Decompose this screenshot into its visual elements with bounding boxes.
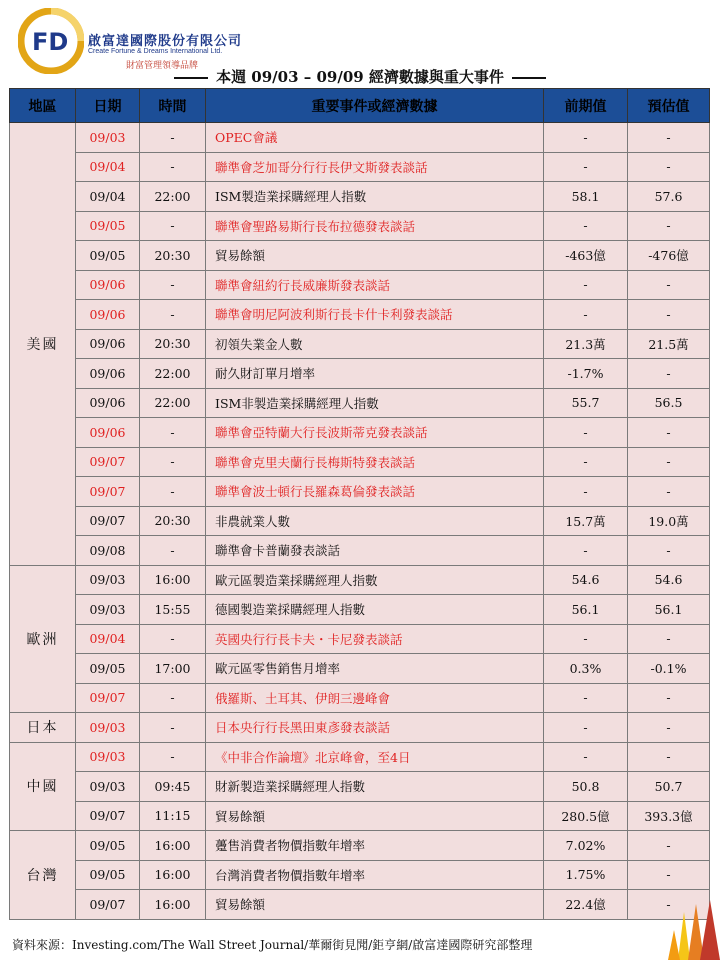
table-row — [10, 447, 710, 477]
previous-value-cell: 7.02% — [544, 831, 628, 861]
table-row — [10, 565, 710, 595]
header-date: 日期 — [76, 89, 140, 123]
estimate-value-cell: 393.3億 — [628, 801, 710, 831]
time-cell: - — [140, 742, 206, 772]
estimate-value-cell: - — [628, 742, 710, 772]
date-cell: 09/06 — [76, 418, 140, 448]
time-cell: 09:45 — [140, 772, 206, 802]
title-dash-right — [512, 77, 546, 79]
event-cell: 德國製造業採購經理人指數 — [206, 595, 544, 625]
previous-value-cell: 0.3% — [544, 654, 628, 684]
event-cell: 貿易餘額 — [206, 241, 544, 271]
company-name-en: Create Fortune & Dreams International Ltd. — [88, 48, 223, 55]
previous-value-cell: 21.3萬 — [544, 329, 628, 359]
region-cell: 台灣 — [10, 831, 76, 920]
time-cell: - — [140, 624, 206, 654]
table-row — [10, 211, 710, 241]
date-cell: 09/07 — [76, 890, 140, 920]
table-row — [10, 418, 710, 448]
date-cell: 09/03 — [76, 565, 140, 595]
event-cell: 聯準會明尼阿波利斯行長卡什卡利發表談話 — [206, 300, 544, 330]
time-cell: 11:15 — [140, 801, 206, 831]
previous-value-cell: - — [544, 300, 628, 330]
time-cell: - — [140, 418, 206, 448]
table-row — [10, 654, 710, 684]
header-time: 時間 — [140, 89, 206, 123]
time-cell: - — [140, 683, 206, 713]
estimate-value-cell: 19.0萬 — [628, 506, 710, 536]
date-cell: 09/04 — [76, 624, 140, 654]
events-table — [9, 88, 710, 920]
event-cell: 聯準會紐約行長威廉斯發表談話 — [206, 270, 544, 300]
date-cell: 09/05 — [76, 654, 140, 684]
date-cell: 09/06 — [76, 300, 140, 330]
svg-text:FD: FD — [32, 28, 69, 56]
previous-value-cell: - — [544, 270, 628, 300]
previous-value-cell: - — [544, 683, 628, 713]
previous-value-cell: - — [544, 152, 628, 182]
time-cell: - — [140, 123, 206, 153]
date-cell: 09/06 — [76, 329, 140, 359]
event-cell: 聯準會克里夫蘭行長梅斯特發表談話 — [206, 447, 544, 477]
region-cell: 中國 — [10, 742, 76, 831]
date-cell: 09/05 — [76, 831, 140, 861]
date-cell: 09/03 — [76, 123, 140, 153]
estimate-value-cell: 56.5 — [628, 388, 710, 418]
event-cell: 《中非合作論壇》北京峰會，至4日 — [206, 742, 544, 772]
estimate-value-cell: - — [628, 890, 710, 920]
table-row — [10, 182, 710, 212]
table-row — [10, 772, 710, 802]
event-cell: 躉售消費者物價指數年增率 — [206, 831, 544, 861]
page-title — [0, 66, 720, 87]
previous-value-cell: 22.4億 — [544, 890, 628, 920]
date-cell: 09/03 — [76, 742, 140, 772]
estimate-value-cell: 54.6 — [628, 565, 710, 595]
event-cell: 聯準會卡普蘭發表談話 — [206, 536, 544, 566]
date-cell: 09/07 — [76, 477, 140, 507]
event-cell: 耐久財訂單月增率 — [206, 359, 544, 389]
date-cell: 09/05 — [76, 860, 140, 890]
time-cell: 22:00 — [140, 359, 206, 389]
table-body — [10, 123, 710, 920]
estimate-value-cell: - — [628, 152, 710, 182]
header-region: 地區 — [10, 89, 76, 123]
previous-value-cell: 55.7 — [544, 388, 628, 418]
time-cell: - — [140, 713, 206, 743]
estimate-value-cell: - — [628, 211, 710, 241]
source-footnote: 資料來源：Investing.com/The Wall Street Journal/華爾街見聞/鉅亨網/啟富達國際研究部整理 — [12, 938, 533, 952]
table-row — [10, 860, 710, 890]
previous-value-cell: 54.6 — [544, 565, 628, 595]
event-cell: 財新製造業採購經理人指數 — [206, 772, 544, 802]
table-row — [10, 152, 710, 182]
company-slogan: 財富管理領導品牌 — [126, 61, 199, 71]
table-row — [10, 890, 710, 920]
estimate-value-cell: - — [628, 683, 710, 713]
previous-value-cell: -1.7% — [544, 359, 628, 389]
time-cell: - — [140, 270, 206, 300]
date-cell: 09/06 — [76, 359, 140, 389]
time-cell: - — [140, 536, 206, 566]
previous-value-cell: - — [544, 211, 628, 241]
date-cell: 09/03 — [76, 595, 140, 625]
header-estimate: 預估值 — [628, 89, 710, 123]
estimate-value-cell: - — [628, 359, 710, 389]
brand-logo — [18, 8, 318, 70]
previous-value-cell: 280.5億 — [544, 801, 628, 831]
previous-value-cell: 56.1 — [544, 595, 628, 625]
time-cell: 16:00 — [140, 565, 206, 595]
previous-value-cell: 50.8 — [544, 772, 628, 802]
date-cell: 09/05 — [76, 241, 140, 271]
previous-value-cell: 1.75% — [544, 860, 628, 890]
event-cell: 貿易餘額 — [206, 801, 544, 831]
estimate-value-cell: 21.5萬 — [628, 329, 710, 359]
event-cell: 歐元區製造業採購經理人指數 — [206, 565, 544, 595]
estimate-value-cell: -476億 — [628, 241, 710, 271]
page-title-text: 本週 09/03 – 09/09 經濟數據與重大事件 — [216, 68, 504, 86]
table-row — [10, 595, 710, 625]
table-row — [10, 624, 710, 654]
time-cell: - — [140, 300, 206, 330]
event-cell: 貿易餘額 — [206, 890, 544, 920]
time-cell: 15:55 — [140, 595, 206, 625]
time-cell: 20:30 — [140, 506, 206, 536]
table-row — [10, 300, 710, 330]
estimate-value-cell: -0.1% — [628, 654, 710, 684]
event-cell: 非農就業人數 — [206, 506, 544, 536]
date-cell: 09/04 — [76, 152, 140, 182]
region-cell: 歐洲 — [10, 565, 76, 713]
estimate-value-cell: - — [628, 270, 710, 300]
time-cell: 22:00 — [140, 182, 206, 212]
previous-value-cell: - — [544, 418, 628, 448]
date-cell: 09/03 — [76, 713, 140, 743]
event-cell: 英國央行行長卡夫・卡尼發表談話 — [206, 624, 544, 654]
company-logo-icon — [18, 8, 84, 74]
estimate-value-cell: - — [628, 536, 710, 566]
table-row — [10, 506, 710, 536]
table-header-row — [10, 89, 710, 123]
estimate-value-cell: - — [628, 418, 710, 448]
time-cell: - — [140, 447, 206, 477]
event-cell: 聯準會波士頓行長羅森葛倫發表談話 — [206, 477, 544, 507]
estimate-value-cell: - — [628, 447, 710, 477]
time-cell: 16:00 — [140, 831, 206, 861]
event-cell: 俄羅斯、土耳其、伊朗三邊峰會 — [206, 683, 544, 713]
estimate-value-cell: - — [628, 477, 710, 507]
time-cell: - — [140, 477, 206, 507]
date-cell: 09/07 — [76, 683, 140, 713]
region-cell: 日本 — [10, 713, 76, 743]
previous-value-cell: - — [544, 123, 628, 153]
header-event: 重要事件或經濟數據 — [206, 89, 544, 123]
event-cell: 歐元區零售銷售月增率 — [206, 654, 544, 684]
date-cell: 09/06 — [76, 388, 140, 418]
estimate-value-cell: - — [628, 123, 710, 153]
estimate-value-cell: 56.1 — [628, 595, 710, 625]
previous-value-cell: - — [544, 447, 628, 477]
previous-value-cell: - — [544, 536, 628, 566]
date-cell: 09/06 — [76, 270, 140, 300]
table-row — [10, 536, 710, 566]
estimate-value-cell: - — [628, 713, 710, 743]
date-cell: 09/05 — [76, 211, 140, 241]
region-cell: 美國 — [10, 123, 76, 566]
table-row — [10, 270, 710, 300]
estimate-value-cell: - — [628, 860, 710, 890]
table-row — [10, 801, 710, 831]
estimate-value-cell: 57.6 — [628, 182, 710, 212]
table-row — [10, 477, 710, 507]
date-cell: 09/08 — [76, 536, 140, 566]
previous-value-cell: 58.1 — [544, 182, 628, 212]
date-cell: 09/04 — [76, 182, 140, 212]
time-cell: 20:30 — [140, 241, 206, 271]
date-cell: 09/07 — [76, 801, 140, 831]
table-row — [10, 713, 710, 743]
previous-value-cell: - — [544, 624, 628, 654]
event-cell: ISM製造業採購經理人指數 — [206, 182, 544, 212]
table-row — [10, 241, 710, 271]
time-cell: 22:00 — [140, 388, 206, 418]
estimate-value-cell: - — [628, 300, 710, 330]
time-cell: 16:00 — [140, 860, 206, 890]
header-previous: 前期值 — [544, 89, 628, 123]
event-cell: 台灣消費者物價指數年增率 — [206, 860, 544, 890]
previous-value-cell: - — [544, 742, 628, 772]
table-row — [10, 683, 710, 713]
table-row — [10, 388, 710, 418]
estimate-value-cell: - — [628, 624, 710, 654]
table-row — [10, 359, 710, 389]
title-dash-left — [174, 77, 208, 79]
event-cell: ISM非製造業採購經理人指數 — [206, 388, 544, 418]
event-cell: 聯準會芝加哥分行行長伊文斯發表談話 — [206, 152, 544, 182]
estimate-value-cell: 50.7 — [628, 772, 710, 802]
previous-value-cell: - — [544, 713, 628, 743]
event-cell: OPEC會議 — [206, 123, 544, 153]
table-row — [10, 329, 710, 359]
event-cell: 聯準會聖路易斯行長布拉德發表談話 — [206, 211, 544, 241]
table-row — [10, 831, 710, 861]
date-cell: 09/03 — [76, 772, 140, 802]
previous-value-cell: - — [544, 477, 628, 507]
estimate-value-cell: - — [628, 831, 710, 861]
time-cell: 20:30 — [140, 329, 206, 359]
table-row — [10, 742, 710, 772]
time-cell: - — [140, 211, 206, 241]
date-cell: 09/07 — [76, 447, 140, 477]
date-cell: 09/07 — [76, 506, 140, 536]
time-cell: 17:00 — [140, 654, 206, 684]
event-cell: 日本央行行長黑田東彥發表談話 — [206, 713, 544, 743]
time-cell: 16:00 — [140, 890, 206, 920]
previous-value-cell: 15.7萬 — [544, 506, 628, 536]
previous-value-cell: -463億 — [544, 241, 628, 271]
table-row — [10, 123, 710, 153]
event-cell: 初領失業金人數 — [206, 329, 544, 359]
time-cell: - — [140, 152, 206, 182]
event-cell: 聯準會亞特蘭大行長波斯蒂克發表談話 — [206, 418, 544, 448]
decorative-bars-graphic — [620, 900, 720, 960]
company-name-cn: 啟富達國際股份有限公司 — [88, 34, 243, 49]
